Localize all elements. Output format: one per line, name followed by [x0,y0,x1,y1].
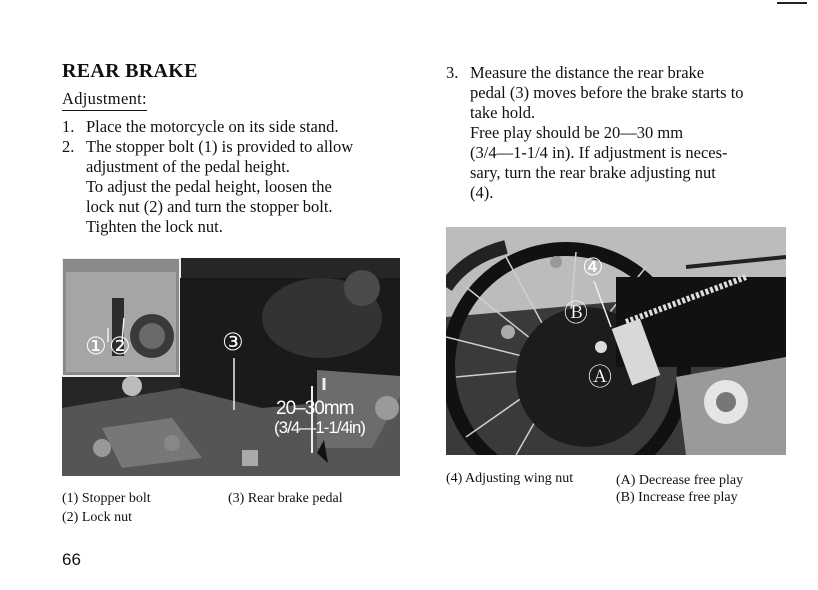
caption-increase-free-play: (B) Increase free play [616,490,738,505]
measurement-mm-label: 20–30mm [276,398,354,419]
caption-decrease-free-play: (A) Decrease free play [616,473,744,488]
brake-pedal-illustration [62,258,400,476]
right-steps [446,63,786,203]
section-title: REAR BRAKE [62,60,198,82]
step-line: To adjust the pedal height, loosen the [86,177,332,196]
callout-2: ② [109,333,131,360]
step-number: 1. [62,117,75,136]
step-line: (4). [470,183,494,202]
step-line: pedal (3) moves before the brake starts to [470,83,744,102]
step-line: Measure the distance the rear brake [470,63,705,82]
step-3 [446,63,786,203]
caption-rear-brake-pedal: (3) Rear brake pedal [228,491,343,506]
page-number: 66 [62,550,81,569]
callout-1: ① [85,333,107,360]
step-line: take hold. [470,103,536,122]
left-steps [62,117,402,237]
rear-wheel-photo [446,227,786,455]
callout-4: ④ [582,254,604,281]
step-2 [62,137,402,237]
step-line: lock nut (2) and turn the stopper bolt. [86,197,333,216]
step-number: 3. [446,63,459,82]
step-line: The stopper bolt (1) is provided to allow [86,137,354,156]
step-line: Free play should be 20—30 mm [470,123,684,142]
step-line: sary, turn the rear brake adjusting nut [470,163,716,182]
top-rule-mark [777,2,807,4]
measurement-in-label: (3/4—1-1/4in) [274,418,365,437]
step-number: 2. [62,137,75,156]
caption-lock-nut: (2) Lock nut [62,510,132,525]
callout-3: ③ [222,329,244,356]
step-1 [62,117,402,137]
rear-wheel-illustration [446,227,786,455]
caption-adjusting-wing-nut: (4) Adjusting wing nut [446,471,574,486]
callout-a: Ⓐ [588,364,612,391]
brake-pedal-photo [62,258,400,476]
step-line: (3/4—1-1/4 in). If adjustment is neces- [470,143,728,162]
step-line: Tighten the lock nut. [86,217,223,236]
subsection-title: Adjustment: [62,89,147,111]
step-line: Place the motorcycle on its side stand. [86,117,339,136]
callout-b: Ⓑ [564,300,588,327]
step-line: adjustment of the pedal height. [86,157,290,176]
caption-stopper-bolt: (1) Stopper bolt [62,491,151,506]
